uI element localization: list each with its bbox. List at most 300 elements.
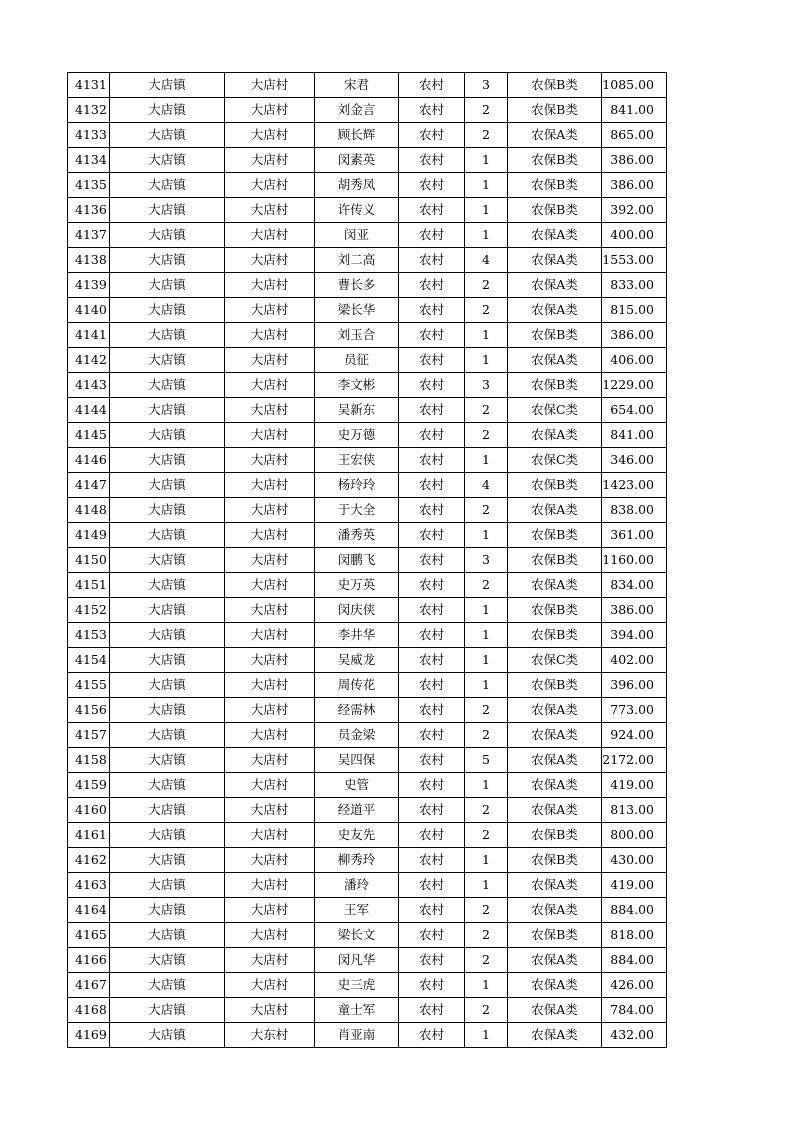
household-size-cell: 2 [465,498,508,523]
household-size-cell: 2 [465,798,508,823]
insurance-class-cell: 农保A类 [508,698,602,723]
table-row [68,148,667,173]
amount-cell: 386.00 [602,598,667,623]
insurance-class-cell: 农保A类 [508,723,602,748]
village-cell: 大店村 [225,498,315,523]
record-id: 4164 [68,898,110,923]
amount-cell: 838.00 [602,498,667,523]
area-type-cell: 农村 [399,523,465,548]
name-cell: 胡秀凤 [315,173,399,198]
insurance-class-cell: 农保C类 [508,398,602,423]
name-cell: 吴四保 [315,748,399,773]
village-cell: 大店村 [225,923,315,948]
name-cell: 员征 [315,348,399,373]
town-cell: 大店镇 [110,598,225,623]
name-cell: 史管 [315,773,399,798]
table-row [68,548,667,573]
household-size-cell: 1 [465,223,508,248]
record-id: 4143 [68,373,110,398]
insurance-class-cell: 农保A类 [508,1023,602,1048]
town-cell: 大店镇 [110,398,225,423]
town-cell: 大店镇 [110,148,225,173]
name-cell: 王宏侠 [315,448,399,473]
town-cell: 大店镇 [110,348,225,373]
insurance-class-cell: 农保A类 [508,423,602,448]
insurance-class-cell: 农保B类 [508,148,602,173]
amount-cell: 800.00 [602,823,667,848]
household-size-cell: 3 [465,373,508,398]
record-id: 4145 [68,423,110,448]
amount-cell: 813.00 [602,798,667,823]
name-cell: 员金梁 [315,723,399,748]
village-cell: 大店村 [225,373,315,398]
household-size-cell: 1 [465,348,508,373]
area-type-cell: 农村 [399,973,465,998]
name-cell: 杨玲玲 [315,473,399,498]
area-type-cell: 农村 [399,723,465,748]
record-id: 4151 [68,573,110,598]
record-id: 4169 [68,1023,110,1048]
area-type-cell: 农村 [399,398,465,423]
area-type-cell: 农村 [399,298,465,323]
amount-cell: 773.00 [602,698,667,723]
amount-cell: 884.00 [602,948,667,973]
amount-cell: 884.00 [602,898,667,923]
area-type-cell: 农村 [399,598,465,623]
area-type-cell: 农村 [399,373,465,398]
town-cell: 大店镇 [110,198,225,223]
amount-cell: 865.00 [602,123,667,148]
town-cell: 大店镇 [110,573,225,598]
amount-cell: 654.00 [602,398,667,423]
area-type-cell: 农村 [399,748,465,773]
town-cell: 大店镇 [110,323,225,348]
area-type-cell: 农村 [399,923,465,948]
table-row [68,273,667,298]
household-size-cell: 2 [465,298,508,323]
record-id: 4138 [68,248,110,273]
amount-cell: 386.00 [602,148,667,173]
name-cell: 史万德 [315,423,399,448]
record-id: 4162 [68,848,110,873]
record-id: 4148 [68,498,110,523]
amount-cell: 432.00 [602,1023,667,1048]
name-cell: 曹长多 [315,273,399,298]
name-cell: 经道平 [315,798,399,823]
record-id: 4154 [68,648,110,673]
village-cell: 大店村 [225,523,315,548]
village-cell: 大店村 [225,448,315,473]
village-cell: 大店村 [225,273,315,298]
amount-cell: 394.00 [602,623,667,648]
area-type-cell: 农村 [399,648,465,673]
village-cell: 大店村 [225,548,315,573]
amount-cell: 2172.00 [602,748,667,773]
town-cell: 大店镇 [110,298,225,323]
insurance-class-cell: 农保B类 [508,173,602,198]
record-id: 4141 [68,323,110,348]
amount-cell: 1160.00 [602,548,667,573]
record-id: 4142 [68,348,110,373]
household-size-cell: 1 [465,773,508,798]
household-size-cell: 2 [465,948,508,973]
table-row [68,473,667,498]
name-cell: 史万英 [315,573,399,598]
amount-cell: 841.00 [602,423,667,448]
table-row [68,573,667,598]
records-table-container [67,72,667,1048]
table-row [68,373,667,398]
insurance-class-cell: 农保A类 [508,998,602,1023]
record-id: 4165 [68,923,110,948]
area-type-cell: 农村 [399,148,465,173]
table-row [68,198,667,223]
amount-cell: 1553.00 [602,248,667,273]
area-type-cell: 农村 [399,623,465,648]
household-size-cell: 1 [465,973,508,998]
household-size-cell: 2 [465,98,508,123]
table-row [68,523,667,548]
record-id: 4131 [68,73,110,98]
name-cell: 潘玲 [315,873,399,898]
insurance-class-cell: 农保B类 [508,323,602,348]
table-row [68,873,667,898]
table-row [68,223,667,248]
record-id: 4161 [68,823,110,848]
record-id: 4155 [68,673,110,698]
table-row [68,348,667,373]
area-type-cell: 农村 [399,98,465,123]
household-size-cell: 2 [465,423,508,448]
village-cell: 大店村 [225,123,315,148]
record-id: 4156 [68,698,110,723]
town-cell: 大店镇 [110,73,225,98]
village-cell: 大店村 [225,673,315,698]
area-type-cell: 农村 [399,273,465,298]
record-id: 4150 [68,548,110,573]
village-cell: 大店村 [225,898,315,923]
household-size-cell: 2 [465,998,508,1023]
area-type-cell: 农村 [399,173,465,198]
village-cell: 大店村 [225,173,315,198]
town-cell: 大店镇 [110,548,225,573]
table-row [68,323,667,348]
household-size-cell: 2 [465,123,508,148]
area-type-cell: 农村 [399,123,465,148]
town-cell: 大店镇 [110,923,225,948]
amount-cell: 396.00 [602,673,667,698]
record-id: 4152 [68,598,110,623]
village-cell: 大店村 [225,423,315,448]
village-cell: 大店村 [225,398,315,423]
town-cell: 大店镇 [110,473,225,498]
record-id: 4157 [68,723,110,748]
amount-cell: 1423.00 [602,473,667,498]
household-size-cell: 1 [465,173,508,198]
village-cell: 大店村 [225,623,315,648]
area-type-cell: 农村 [399,873,465,898]
village-cell: 大店村 [225,798,315,823]
amount-cell: 834.00 [602,573,667,598]
insurance-class-cell: 农保A类 [508,273,602,298]
household-size-cell: 1 [465,148,508,173]
village-cell: 大东村 [225,1023,315,1048]
town-cell: 大店镇 [110,1023,225,1048]
town-cell: 大店镇 [110,623,225,648]
household-size-cell: 1 [465,198,508,223]
household-size-cell: 3 [465,73,508,98]
table-row [68,998,667,1023]
table-row [68,773,667,798]
village-cell: 大店村 [225,723,315,748]
amount-cell: 1229.00 [602,373,667,398]
table-row [68,498,667,523]
household-size-cell: 1 [465,598,508,623]
insurance-class-cell: 农保B类 [508,623,602,648]
area-type-cell: 农村 [399,773,465,798]
record-id: 4160 [68,798,110,823]
area-type-cell: 农村 [399,1023,465,1048]
town-cell: 大店镇 [110,373,225,398]
household-size-cell: 1 [465,623,508,648]
record-id: 4139 [68,273,110,298]
record-id: 4167 [68,973,110,998]
town-cell: 大店镇 [110,223,225,248]
table-row [68,973,667,998]
table-row [68,673,667,698]
record-id: 4163 [68,873,110,898]
area-type-cell: 农村 [399,448,465,473]
town-cell: 大店镇 [110,673,225,698]
insurance-class-cell: 农保B类 [508,598,602,623]
insurance-class-cell: 农保B类 [508,523,602,548]
village-cell: 大店村 [225,573,315,598]
town-cell: 大店镇 [110,898,225,923]
record-id: 4166 [68,948,110,973]
table-row [68,923,667,948]
household-size-cell: 1 [465,648,508,673]
insurance-class-cell: 农保B类 [508,823,602,848]
insurance-class-cell: 农保B类 [508,198,602,223]
record-id: 4132 [68,98,110,123]
table-row [68,748,667,773]
area-type-cell: 农村 [399,998,465,1023]
area-type-cell: 农村 [399,573,465,598]
record-id: 4153 [68,623,110,648]
record-id: 4144 [68,398,110,423]
insurance-class-cell: 农保A类 [508,123,602,148]
household-size-cell: 2 [465,273,508,298]
record-id: 4134 [68,148,110,173]
town-cell: 大店镇 [110,173,225,198]
name-cell: 肖亚南 [315,1023,399,1048]
amount-cell: 402.00 [602,648,667,673]
insurance-class-cell: 农保B类 [508,548,602,573]
name-cell: 顾长辉 [315,123,399,148]
area-type-cell: 农村 [399,823,465,848]
area-type-cell: 农村 [399,73,465,98]
table-row [68,423,667,448]
area-type-cell: 农村 [399,423,465,448]
name-cell: 刘二高 [315,248,399,273]
record-id: 4159 [68,773,110,798]
household-size-cell: 1 [465,1023,508,1048]
village-cell: 大店村 [225,198,315,223]
name-cell: 闵凡华 [315,948,399,973]
village-cell: 大店村 [225,148,315,173]
name-cell: 潘秀英 [315,523,399,548]
town-cell: 大店镇 [110,948,225,973]
table-row [68,173,667,198]
insurance-class-cell: 农保C类 [508,448,602,473]
record-id: 4146 [68,448,110,473]
household-size-cell: 3 [465,548,508,573]
name-cell: 童士军 [315,998,399,1023]
village-cell: 大店村 [225,248,315,273]
village-cell: 大店村 [225,473,315,498]
amount-cell: 430.00 [602,848,667,873]
household-size-cell: 1 [465,848,508,873]
household-size-cell: 1 [465,523,508,548]
table-row [68,73,667,98]
name-cell: 王军 [315,898,399,923]
insurance-class-cell: 农保A类 [508,248,602,273]
name-cell: 梁长文 [315,923,399,948]
town-cell: 大店镇 [110,848,225,873]
name-cell: 宋君 [315,73,399,98]
area-type-cell: 农村 [399,323,465,348]
name-cell: 闵鹏飞 [315,548,399,573]
table-row [68,298,667,323]
record-id: 4140 [68,298,110,323]
amount-cell: 406.00 [602,348,667,373]
amount-cell: 392.00 [602,198,667,223]
insurance-class-cell: 农保A类 [508,773,602,798]
insurance-class-cell: 农保B类 [508,98,602,123]
name-cell: 李文彬 [315,373,399,398]
town-cell: 大店镇 [110,123,225,148]
name-cell: 史友先 [315,823,399,848]
insurance-class-cell: 农保B类 [508,373,602,398]
table-row [68,823,667,848]
insurance-class-cell: 农保A类 [508,898,602,923]
town-cell: 大店镇 [110,773,225,798]
amount-cell: 1085.00 [602,73,667,98]
insurance-class-cell: 农保A类 [508,873,602,898]
amount-cell: 386.00 [602,173,667,198]
table-row [68,898,667,923]
amount-cell: 426.00 [602,973,667,998]
table-row [68,398,667,423]
village-cell: 大店村 [225,873,315,898]
household-size-cell: 5 [465,748,508,773]
area-type-cell: 农村 [399,698,465,723]
town-cell: 大店镇 [110,523,225,548]
town-cell: 大店镇 [110,823,225,848]
name-cell: 史三虎 [315,973,399,998]
town-cell: 大店镇 [110,648,225,673]
household-size-cell: 2 [465,923,508,948]
name-cell: 闵庆侠 [315,598,399,623]
amount-cell: 361.00 [602,523,667,548]
area-type-cell: 农村 [399,848,465,873]
amount-cell: 833.00 [602,273,667,298]
town-cell: 大店镇 [110,723,225,748]
household-size-cell: 2 [465,398,508,423]
town-cell: 大店镇 [110,423,225,448]
village-cell: 大店村 [225,73,315,98]
table-row [68,248,667,273]
area-type-cell: 农村 [399,248,465,273]
amount-cell: 386.00 [602,323,667,348]
name-cell: 周传花 [315,673,399,698]
name-cell: 闵素英 [315,148,399,173]
village-cell: 大店村 [225,773,315,798]
town-cell: 大店镇 [110,498,225,523]
town-cell: 大店镇 [110,448,225,473]
household-size-cell: 2 [465,573,508,598]
insurance-class-cell: 农保A类 [508,948,602,973]
table-row [68,598,667,623]
area-type-cell: 农村 [399,223,465,248]
name-cell: 于大全 [315,498,399,523]
household-size-cell: 4 [465,248,508,273]
amount-cell: 419.00 [602,773,667,798]
area-type-cell: 农村 [399,348,465,373]
record-id: 4136 [68,198,110,223]
name-cell: 梁长华 [315,298,399,323]
town-cell: 大店镇 [110,998,225,1023]
area-type-cell: 农村 [399,548,465,573]
village-cell: 大店村 [225,948,315,973]
name-cell: 刘玉合 [315,323,399,348]
town-cell: 大店镇 [110,248,225,273]
records-table [67,72,667,1048]
record-id: 4137 [68,223,110,248]
area-type-cell: 农村 [399,473,465,498]
insurance-class-cell: 农保B类 [508,848,602,873]
insurance-class-cell: 农保A类 [508,298,602,323]
household-size-cell: 2 [465,723,508,748]
village-cell: 大店村 [225,223,315,248]
amount-cell: 815.00 [602,298,667,323]
area-type-cell: 农村 [399,948,465,973]
town-cell: 大店镇 [110,798,225,823]
amount-cell: 841.00 [602,98,667,123]
village-cell: 大店村 [225,848,315,873]
town-cell: 大店镇 [110,98,225,123]
record-id: 4133 [68,123,110,148]
insurance-class-cell: 农保A类 [508,573,602,598]
household-size-cell: 1 [465,448,508,473]
table-row [68,698,667,723]
area-type-cell: 农村 [399,498,465,523]
amount-cell: 818.00 [602,923,667,948]
village-cell: 大店村 [225,648,315,673]
village-cell: 大店村 [225,598,315,623]
village-cell: 大店村 [225,823,315,848]
name-cell: 许传义 [315,198,399,223]
name-cell: 刘金言 [315,98,399,123]
record-id: 4147 [68,473,110,498]
household-size-cell: 1 [465,873,508,898]
amount-cell: 346.00 [602,448,667,473]
record-id: 4135 [68,173,110,198]
town-cell: 大店镇 [110,748,225,773]
record-id: 4149 [68,523,110,548]
insurance-class-cell: 农保B类 [508,473,602,498]
insurance-class-cell: 农保A类 [508,223,602,248]
